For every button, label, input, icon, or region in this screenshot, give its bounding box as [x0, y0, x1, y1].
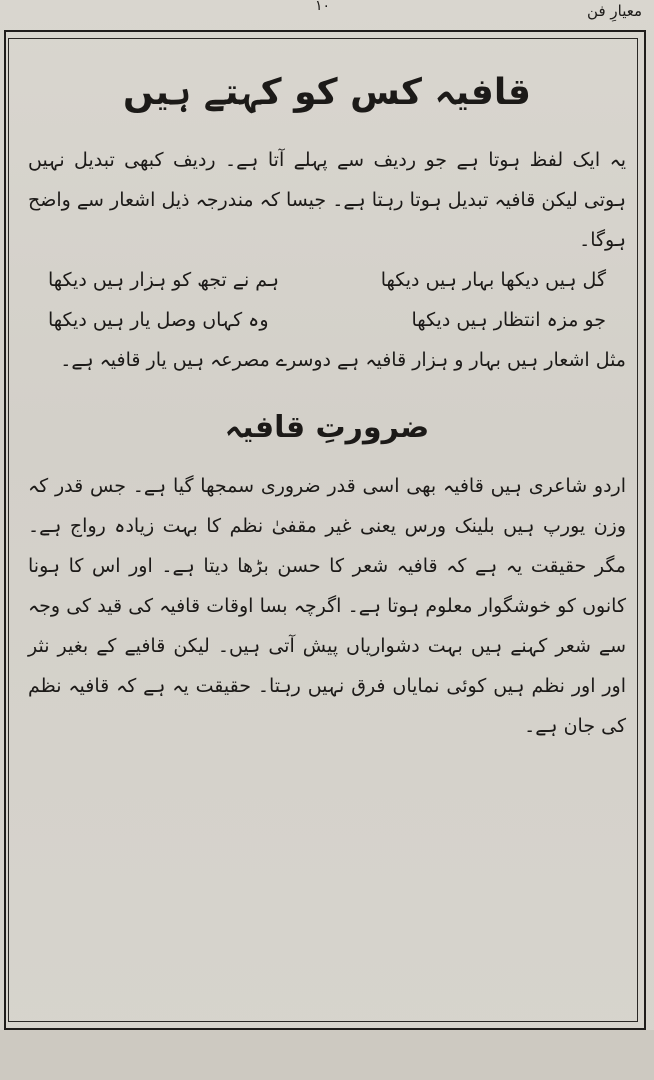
couplet-1: [28, 260, 626, 300]
explanation-paragraph: مثل اشعار ہیں بہار و ہزار قافیہ ہے دوسرے مصرعہ ہیں یار قافیہ ہے۔: [60, 349, 626, 371]
intro-paragraph: یہ ایک لفظ ہوتا ہے جو ردیف سے پہلے آتا ہے۔ ردیف کبھی تبدیل نہیں ہوتی لیکن قافیہ تبدیل ہوتا رہتا ہے۔ جیسا کہ مندرجہ ذیل اشعار سے واضح ہوگا۔: [28, 149, 626, 251]
running-header: [0, 0, 654, 30]
article-content: [28, 60, 626, 746]
journal-title: معیارِ فن: [587, 2, 642, 20]
section-title-need-for-qafiya: ضرورتِ قافیہ: [224, 410, 430, 445]
couplet-1-second-line: ہم نے تجھ کو ہزار ہیں دیکھا: [48, 269, 280, 291]
page-number: ۱۰: [315, 0, 331, 14]
section-title-qafiya-definition: قافیہ کس کو کہتے ہیں: [123, 72, 531, 113]
couplet-2-second-line: وہ کہاں وصل یار ہیں دیکھا: [48, 309, 269, 331]
need-for-qafiya-paragraph: اردو شاعری ہیں قافیہ بھی اسی قدر ضروری سمجھا گیا ہے۔ جس قدر کہ وزن یورپ ہیں بلینک ورس یعنی غیر مقفیٰ نظم کا بہت زیادہ رواج ہے۔ مگر حقیقت یہ ہے کہ قافیہ شعر کا حسن بڑھا دیتا ہے۔ اور اس کا ہونا کانوں کو خوشگوار معلوم ہوتا ہے۔ اگرچہ بسا اوقات قافیہ کی قید کی وجہ سے شعر کہنے ہیں بہت دشواریاں پیش آتی ہیں۔ لیکن قافیے کے بغیر نثر اور اور نظم ہیں کوئی نمایاں فرق نہیں رہتا۔ حقیقت یہ ہے کہ قافیہ نظم کی جان ہے۔: [28, 475, 626, 737]
couplet-1-first-line: گل ہیں دیکھا بہار ہیں دیکھا: [380, 269, 606, 291]
couplet-2-first-line: جو مزہ انتظار ہیں دیکھا: [411, 309, 606, 331]
page-bottom-margin: [0, 1030, 654, 1080]
couplet-2: [28, 300, 626, 340]
